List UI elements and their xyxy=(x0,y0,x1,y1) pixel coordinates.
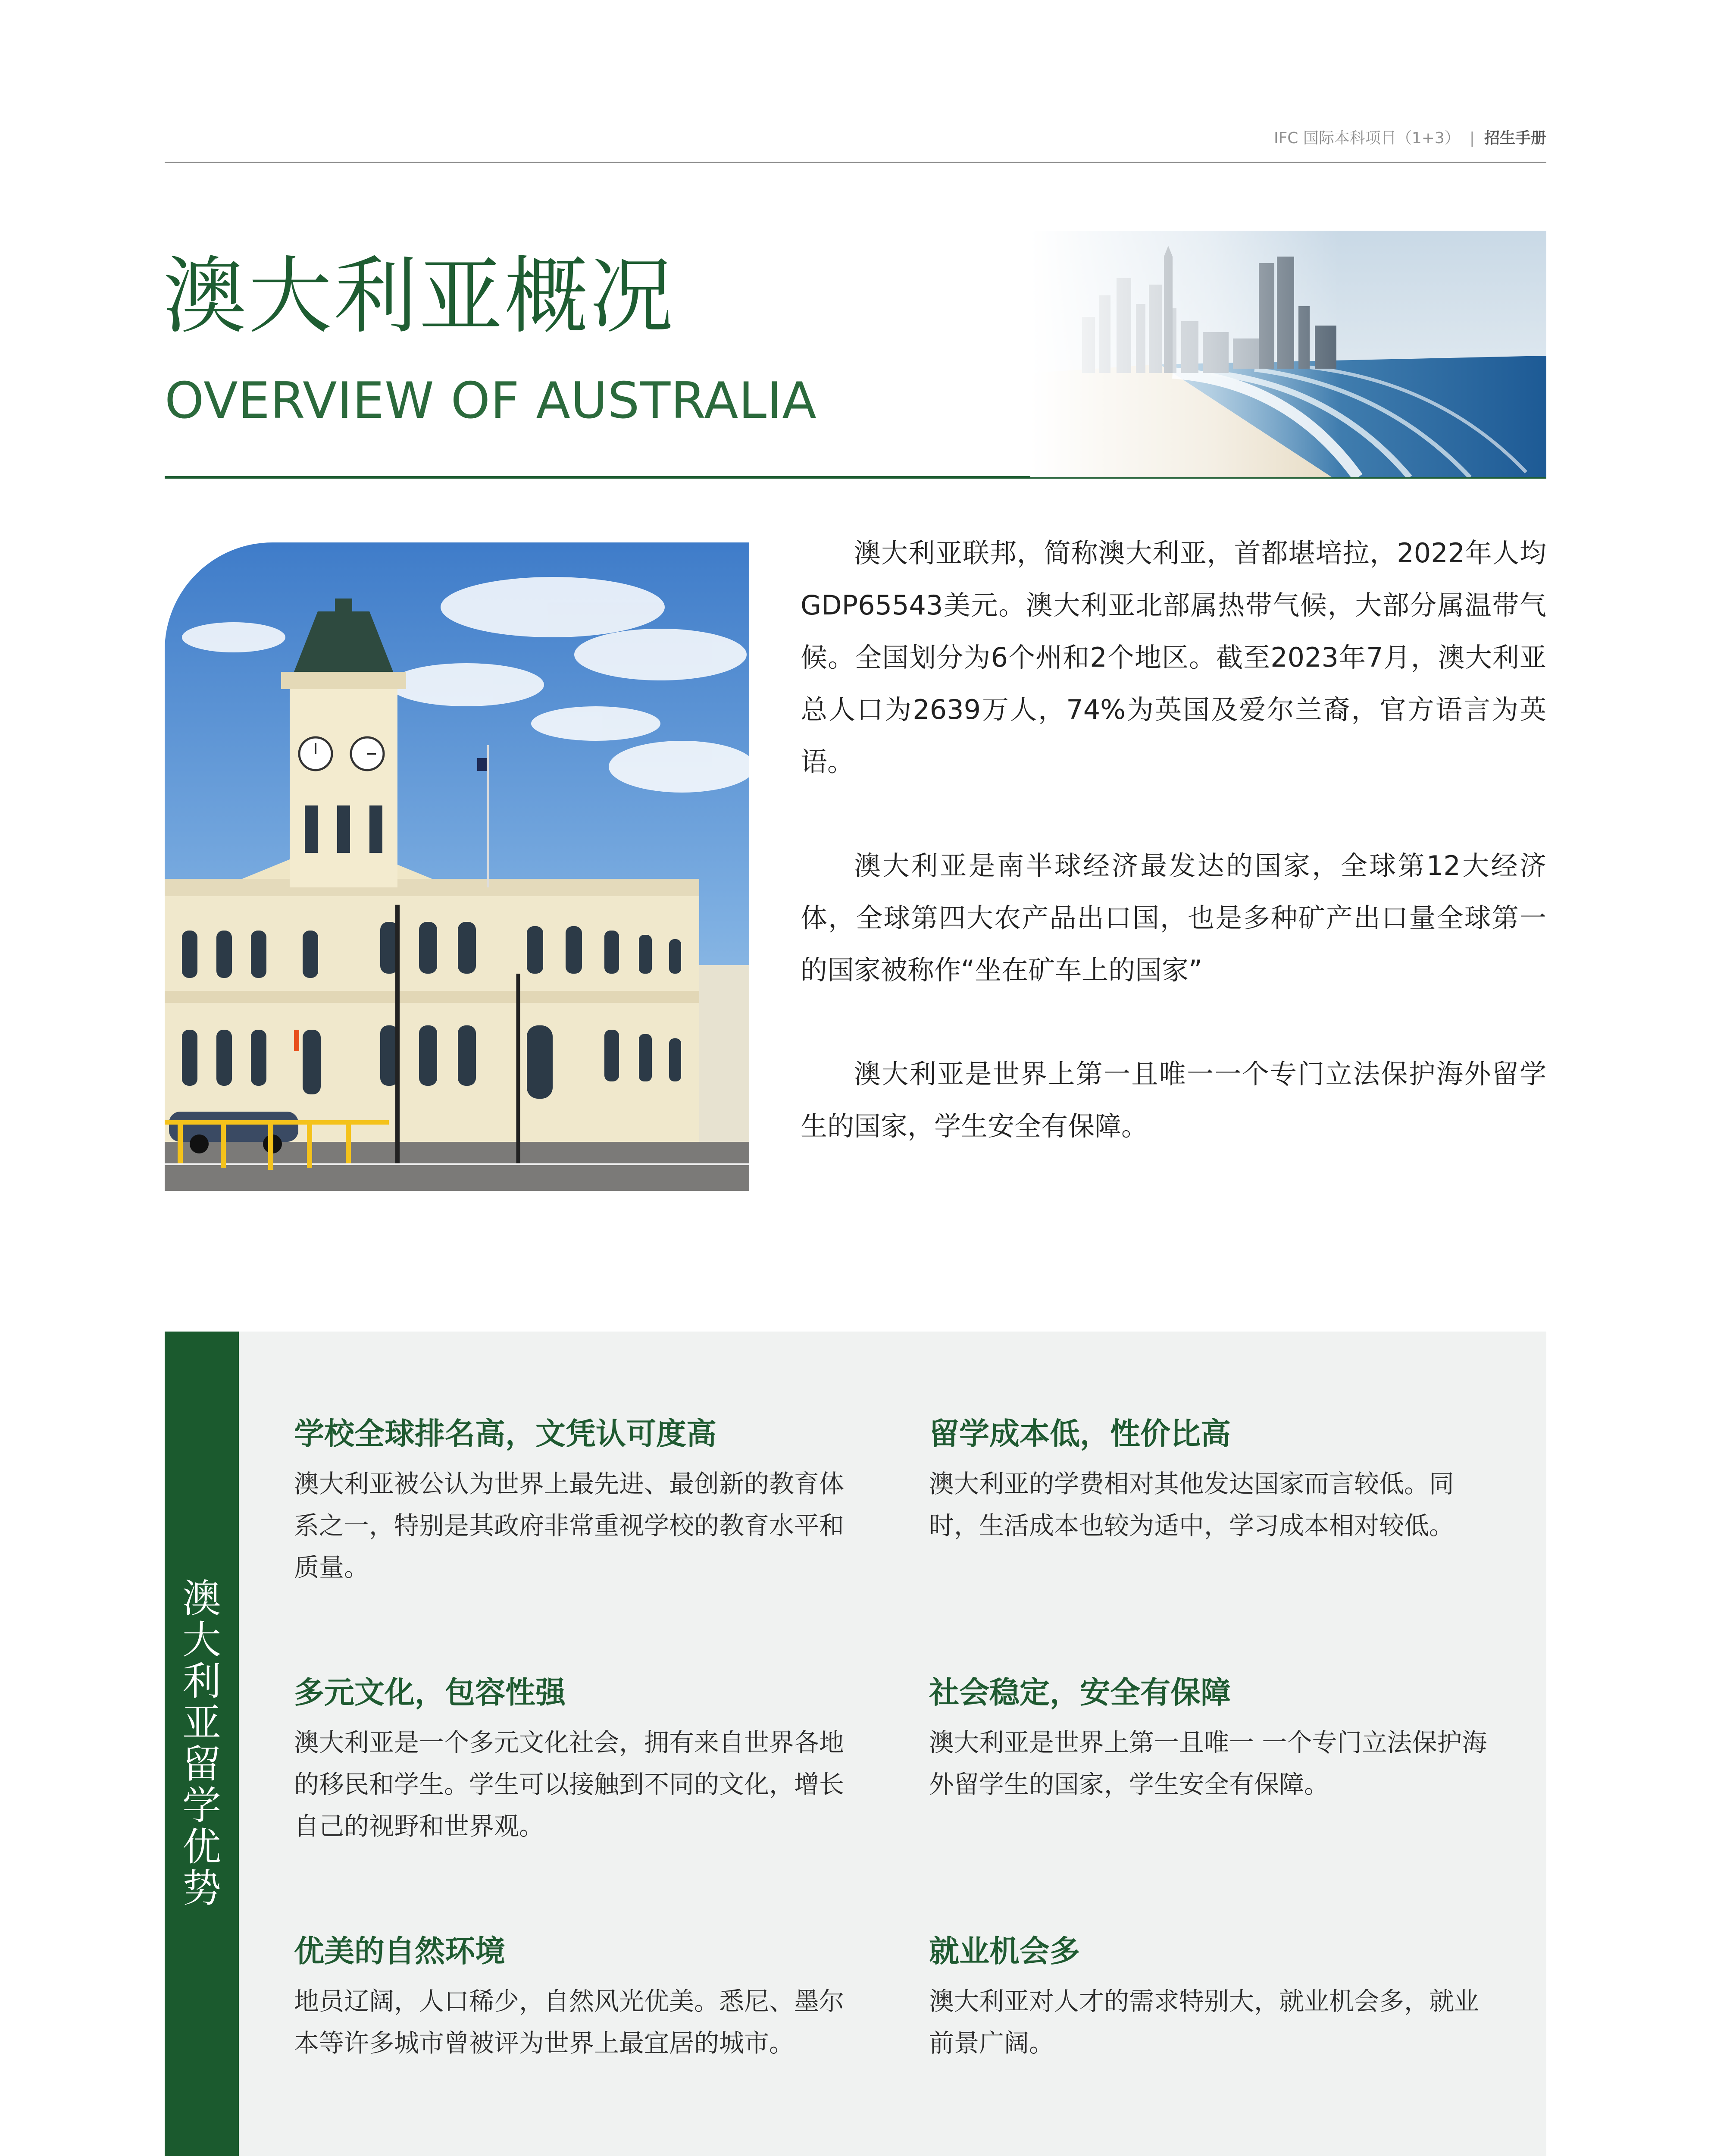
advantage-description: 澳大利亚被公认为世界上最先进、最创新的教育体系之一，特别是其政府非常重视学校的教育水平和质量。 xyxy=(294,1469,845,1582)
header-separator: | xyxy=(1469,129,1475,147)
advantage-title: 多元文化，包容性强 xyxy=(294,1675,566,1710)
advantage-description: 澳大利亚对人才的需求特别大，就业机会多，就业前景广阔。 xyxy=(929,1987,1480,2058)
page-title: 澳大利亚概况 xyxy=(163,248,675,345)
header-program-name: IFC 国际本科项目（1+3） xyxy=(1273,129,1460,147)
header-brochure-name: 招生手册 xyxy=(1484,129,1546,147)
advantages-heading xyxy=(165,1578,239,1909)
advantage-description: 澳大利亚的学费相对其他发达国家而言较低。同时，生活成本也较为适中，学习成本相对较低。 xyxy=(929,1469,1455,1540)
advantage-description: 澳大利亚是一个多元文化社会，拥有来自世界各地的移民和学生。学生可以接触到不同的文化，增长自己的视野和世界观。 xyxy=(294,1728,845,1841)
advantages-heading-char: 留 xyxy=(182,1742,221,1787)
page-subtitle: OVERVIEW OF AUSTRALIA xyxy=(165,372,817,430)
advantages-heading-char: 大 xyxy=(182,1617,221,1663)
advantage-description: 澳大利亚是世界上第一且唯一 一个专门立法保护海外留学生的国家，学生安全有保障。 xyxy=(929,1728,1487,1799)
advantage-title: 优美的自然环境 xyxy=(294,1934,505,1969)
advantage-item xyxy=(929,1932,1494,2064)
advantage-title: 留学成本低，性价比高 xyxy=(929,1416,1231,1451)
advantages-heading-char: 澳 xyxy=(182,1576,221,1621)
advantage-item xyxy=(294,1932,859,2064)
clock-tower-building-photo xyxy=(165,542,749,1191)
advantages-heading-char: 势 xyxy=(182,1866,221,1911)
advantage-item xyxy=(294,1414,859,1589)
advantages-heading-char: 优 xyxy=(182,1824,221,1870)
advantages-heading-char: 亚 xyxy=(182,1700,221,1745)
advantages-heading-char: 学 xyxy=(182,1783,221,1828)
intro-text xyxy=(801,527,1546,1204)
advantage-title: 就业机会多 xyxy=(929,1934,1080,1969)
header-brochure-label xyxy=(1274,126,1546,148)
advantage-item xyxy=(929,1414,1494,1547)
skyline-beach-image xyxy=(1030,231,1546,477)
advantage-description: 地员辽阔，人口稀少，自然风光优美。悉尼、墨尔本等许多城市曾被评为世界上最宜居的城市。 xyxy=(294,1987,845,2058)
advantage-item xyxy=(294,1673,859,1847)
advantage-title: 社会稳定，安全有保障 xyxy=(929,1675,1231,1710)
header-divider xyxy=(165,162,1546,163)
intro-paragraph: 澳大利亚是世界上第一且唯一一个专门立法保护海外留学生的国家，学生安全有保障。 xyxy=(801,1058,1546,1142)
advantages-heading-char: 利 xyxy=(182,1659,221,1704)
advantage-title: 学校全球排名高，文凭认可度高 xyxy=(294,1416,716,1451)
intro-paragraph: 澳大利亚是南半球经济最发达的国家，全球第12大经济体，全球第四大农产品出口国，也是多种矿产出口量全球第一的国家被称作“坐在矿车上的国家” xyxy=(801,850,1546,986)
intro-paragraph: 澳大利亚联邦，简称澳大利亚，首都堪培拉，2022年人均GDP65543美元。澳大利亚北部属热带气候，大部分属温带气候。全国划分为6个州和2个地区。截至2023年7月，澳大利亚总人口为2639万人，74%为英国及爱尔兰裔，官方语言为英语。 xyxy=(801,537,1546,777)
advantage-item xyxy=(929,1673,1494,1805)
